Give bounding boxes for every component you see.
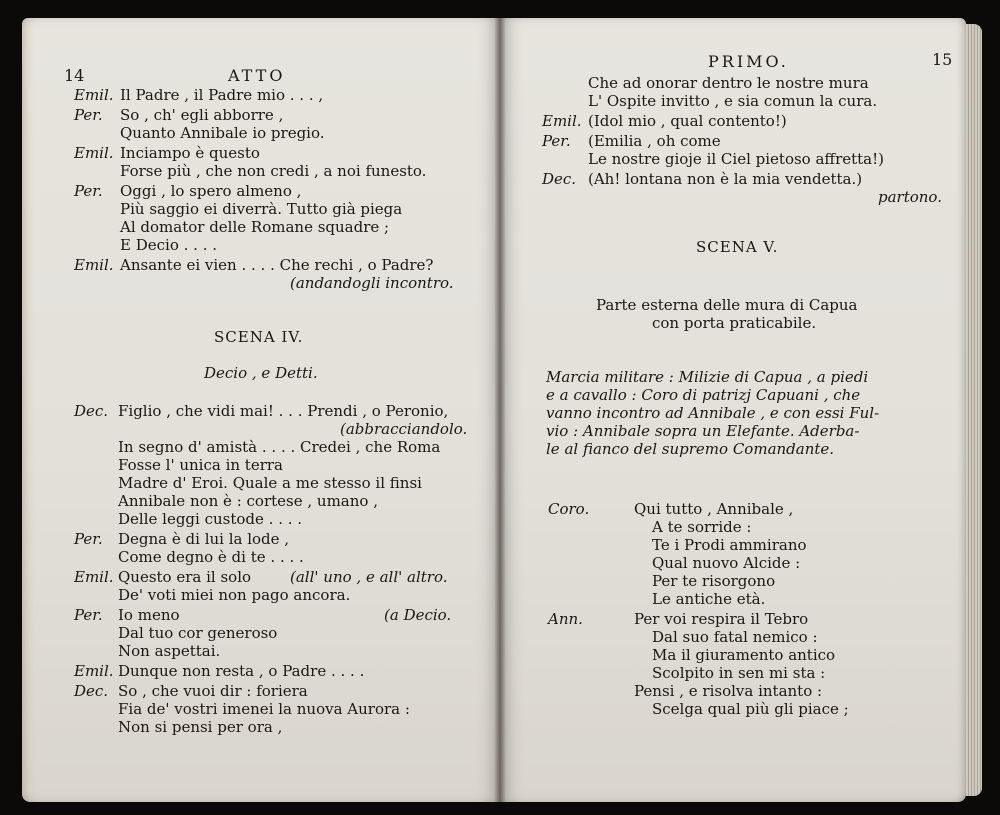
speaker: Per. (74, 106, 103, 124)
speaker: Ann. (548, 610, 583, 628)
page-number: 15 (932, 50, 953, 69)
stage-direction: Marcia militare : Milizie di Capua , a piedi (546, 368, 869, 386)
verse-line: Le antiche età. (652, 590, 766, 608)
verse-line: Più saggio ei diverrà. Tutto già piega (120, 200, 403, 218)
speaker: Emil. (74, 86, 114, 104)
stage-direction: vio : Annibale sopra un Elefante. Aderba- (546, 422, 860, 440)
speaker: Emil. (542, 112, 582, 130)
stage-direction: (abbracciandolo. (340, 420, 468, 438)
verse-line: Dal tuo cor generoso (118, 624, 278, 642)
setting-line: Parte esterna delle mura di Capua (596, 296, 858, 314)
stage-direction: vanno incontro ad Annibale , e con essi Ful- (546, 404, 880, 422)
verse-line: Scolpito in sen mi sta : (652, 664, 826, 682)
verse-line: Ma il giuramento antico (652, 646, 836, 664)
verse-line: (Idol mio , qual contento!) (588, 112, 787, 130)
speaker: Dec. (74, 682, 109, 700)
verse-line: So , ch' egli abborre , (120, 106, 284, 124)
speaker: Coro. (548, 500, 590, 518)
verse-line: Che ad onorar dentro le nostre mura (588, 74, 869, 92)
verse-line: (Emilia , oh come (588, 132, 721, 150)
verse-line: Qui tutto , Annibale , (634, 500, 794, 518)
verse-line: In segno d' amistà . . . . Credei , che Roma (118, 438, 441, 456)
exit-direction: partono. (878, 188, 942, 206)
verse-line: Al domator delle Romane squadre ; (120, 218, 390, 236)
verse-line: So , che vuoi dir : foriera (118, 682, 308, 700)
verse-line: Dunque non resta , o Padre . . . . (118, 662, 365, 680)
verse-line: Dal suo fatal nemico : (652, 628, 818, 646)
book-gutter (494, 18, 506, 802)
speaker: Emil. (74, 144, 114, 162)
running-head: ATTO (228, 66, 286, 85)
stage-direction: (andandogli incontro. (290, 274, 454, 292)
verse-line: Per voi respira il Tebro (634, 610, 809, 628)
verse-line: Non si pensi per ora , (118, 718, 283, 736)
running-head: PRIMO. (708, 52, 789, 71)
page-number: 14 (64, 66, 85, 85)
verse-line: Questo era il solo (118, 568, 252, 586)
speaker: Per. (74, 606, 103, 624)
verse-line: Scelga qual più gli piace ; (652, 700, 849, 718)
speaker: Per. (74, 182, 103, 200)
left-page (22, 18, 500, 802)
right-page (500, 18, 966, 802)
verse-line: Il Padre , il Padre mio . . . , (120, 86, 324, 104)
speaker: Emil. (74, 662, 114, 680)
verse-line: Fia de' vostri imenei la nuova Aurora : (118, 700, 410, 718)
verse-line: A te sorride : (652, 518, 752, 536)
speaker: Dec. (542, 170, 577, 188)
verse-line: De' voti miei non pago ancora. (118, 586, 351, 604)
verse-line: Fosse l' unica in terra (118, 456, 283, 474)
speaker: Emil. (74, 256, 114, 274)
speaker: Per. (74, 530, 103, 548)
stage-direction: e a cavallo : Coro di patrizj Capuani , che (546, 386, 861, 404)
verse-line: Annibale non è : cortese , umano , (118, 492, 378, 510)
verse-line: Oggi , lo spero almeno , (120, 182, 302, 200)
page-edges (966, 24, 982, 796)
scene-title: SCENA IV. (214, 328, 304, 346)
open-book (22, 18, 982, 802)
scene-title: SCENA V. (696, 238, 779, 256)
verse-line: Io meno (118, 606, 180, 624)
verse-line: Inciampo è questo (120, 144, 260, 162)
stage-direction: (all' uno , e all' altro. (290, 568, 448, 586)
setting-line: con porta praticabile. (652, 314, 817, 332)
stage-direction: (a Decio. (384, 606, 452, 624)
verse-line: Qual nuovo Alcide : (652, 554, 801, 572)
verse-line: Delle leggi custode . . . . (118, 510, 303, 528)
verse-line: Figlio , che vidi mai! . . . Prendi , o Peronio, (118, 402, 449, 420)
verse-line: (Ah! lontana non è la mia vendetta.) (588, 170, 863, 188)
speaker: Emil. (74, 568, 114, 586)
verse-line: Pensi , e risolva intanto : (634, 682, 823, 700)
speaker: Dec. (74, 402, 109, 420)
stage-direction: le al fianco del supremo Comandante. (546, 440, 835, 458)
speaker: Per. (542, 132, 571, 150)
verse-line: Ansante ei vien . . . . Che rechi , o Padre? (120, 256, 434, 274)
verse-line: Te i Prodi ammirano (652, 536, 807, 554)
verse-line: Come degno è di te . . . . (118, 548, 304, 566)
verse-line: Madre d' Eroi. Quale a me stesso il finsi (118, 474, 422, 492)
verse-line: Non aspettai. (118, 642, 221, 660)
verse-line: E Decio . . . . (120, 236, 217, 254)
scene-persons: Decio , e Detti. (204, 364, 318, 382)
verse-line: Le nostre gioje il Ciel pietoso affretta!) (588, 150, 885, 168)
verse-line: Degna è di lui la lode , (118, 530, 290, 548)
verse-line: Forse più , che non credi , a noi funesto. (120, 162, 427, 180)
verse-line: L' Ospite invitto , e sia comun la cura. (588, 92, 878, 110)
verse-line: Per te risorgono (652, 572, 776, 590)
verse-line: Quanto Annibale io pregio. (120, 124, 325, 142)
